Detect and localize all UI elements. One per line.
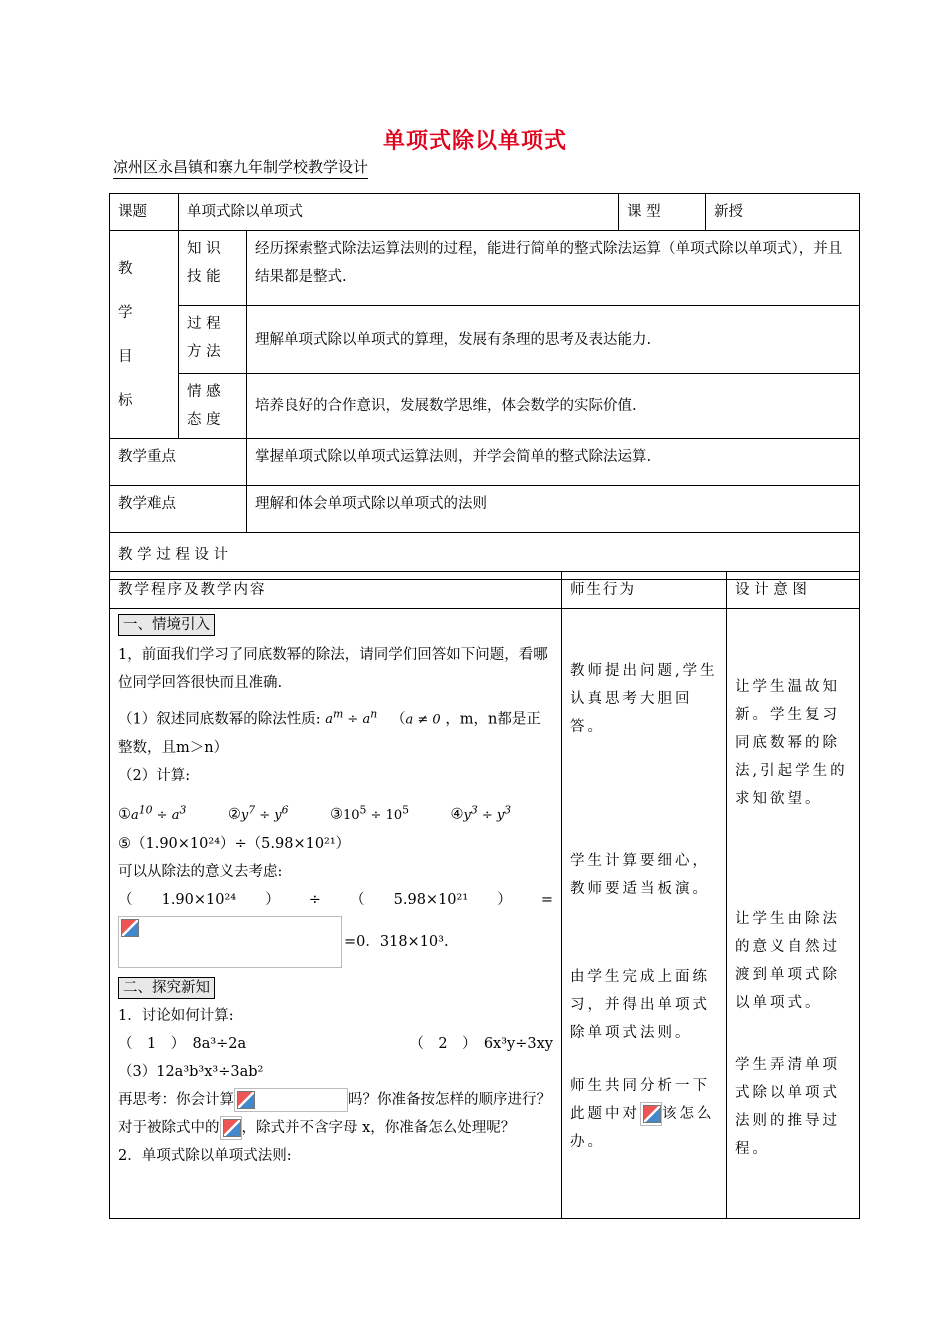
intent-3: 学生弄清单项式除以单项式法则的推导过程。 — [735, 1057, 840, 1157]
calc-row: $①a^{10} \div a^3$ $②y^7 \div y^6$ $③10^5 \div 10^5$ $④y^3 \div y^3$ — [118, 803, 512, 823]
key-point-text: 掌握单项式除以单项式运算法则，并学会简单的整式除法运算. — [247, 439, 860, 486]
col-intent-header: 设 计 意 图 — [727, 572, 860, 609]
key-point-label: 教学重点 — [110, 439, 247, 486]
lesson-info-table — [109, 193, 860, 580]
process-table — [109, 571, 860, 1219]
col-content-header: 教学程序及教学内容 — [110, 572, 562, 609]
division-hint: 可以从除法的意义去考虑: — [118, 863, 283, 880]
question-5: ⑤（1.90×10²⁴）÷（5.98×10²¹） — [118, 835, 351, 852]
school-name: 凉州区永昌镇和寨九年制学校教学设计 — [113, 156, 368, 179]
difficulty-label: 教学难点 — [110, 486, 247, 533]
broken-image-icon — [220, 1116, 242, 1140]
difficulty-text: 理解和体会单项式除以单项式的法则 — [247, 486, 860, 533]
behavior-cell — [562, 609, 727, 1219]
process-title: 教 学 过 程 设 计 — [110, 533, 860, 580]
broken-image-icon — [118, 916, 342, 968]
think-paragraph: 再思考：你会计算 吗？你准备按怎样的顺序进行？对于被除式中的 ，除式并不含字母 x，你准备怎么处理呢？ — [118, 1086, 553, 1142]
result-row: =0．318×10³. — [118, 916, 553, 968]
goal-text-knowledge: 经历探索整式除法运算法则的过程，能进行简单的整式除法运算（单项式除以单项式），并且结果都是整式. — [247, 231, 860, 306]
goal-text-process: 理解单项式除以单项式的算理，发展有条理的思考及表达能力. — [247, 306, 860, 374]
rule-heading: 2．单项式除以单项式法则: — [118, 1147, 292, 1164]
col-behavior-header: 师生行为 — [562, 572, 727, 609]
page-title: 单项式除以单项式 — [382, 129, 567, 154]
discuss-row-1: （ 1 ） 8a³÷2a （ 2 ） 6x³y÷3xy — [118, 1035, 553, 1052]
goal-category-knowledge: 知 识 技 能 — [179, 231, 247, 306]
content-cell — [110, 609, 562, 1219]
discuss-heading: 1．讨论如何计算: — [118, 1007, 234, 1024]
behavior-3: 由学生完成上面练习，并得出单项式除单项式法则。 — [570, 969, 710, 1041]
behavior-2: 学生计算要细心，教师要适当板演。 — [570, 853, 710, 897]
intro-paragraph: 1，前面我们学习了同底数幂的除法，请同学们回答如下问题，看哪位同学回答很快而且准确. — [118, 647, 548, 691]
question-1: （1）叙述同底数幂的除法性质: $a^m \div a^n$ （a ≠ 0 ，m，n都是正整数，且m＞n） — [118, 708, 541, 757]
question-2: （2）计算: — [118, 768, 191, 785]
goals-label: 教 学 目 标 — [110, 231, 179, 439]
goal-category-process: 过 程 方 法 — [179, 306, 247, 374]
type-label: 课 型 — [619, 194, 706, 231]
goal-text-attitude: 培养良好的合作意识，发展数学思维，体会数学的实际价值. — [247, 374, 860, 439]
behavior-4: 师生共同分析一下此题中对 该怎么办。 — [570, 1078, 715, 1150]
section-explore-heading: 二、探究新知 — [118, 977, 215, 999]
section-intro-heading: 一、情境引入 — [118, 614, 215, 636]
broken-image-icon — [234, 1088, 348, 1112]
intent-cell — [727, 609, 860, 1219]
discuss-row-3: （3）12a³b³x³÷3ab² — [118, 1063, 264, 1080]
topic-label: 课题 — [110, 194, 179, 231]
behavior-1: 教师提出问题,学生认真思考大胆回答。 — [570, 663, 718, 735]
division-expression: （ 1.90×10²⁴ ） ÷ （ 5.98×10²¹ ） = — [118, 891, 553, 908]
goal-category-attitude: 情 感 态 度 — [179, 374, 247, 439]
intent-2: 让学生由除法的意义自然过渡到单项式除以单项式。 — [735, 911, 840, 1011]
intent-1: 让学生温故知新。学生复习同底数幂的除法,引起学生的求知欲望。 — [735, 679, 848, 807]
topic-value: 单项式除以单项式 — [179, 194, 619, 231]
type-value: 新授 — [706, 194, 860, 231]
broken-image-icon — [640, 1102, 662, 1126]
